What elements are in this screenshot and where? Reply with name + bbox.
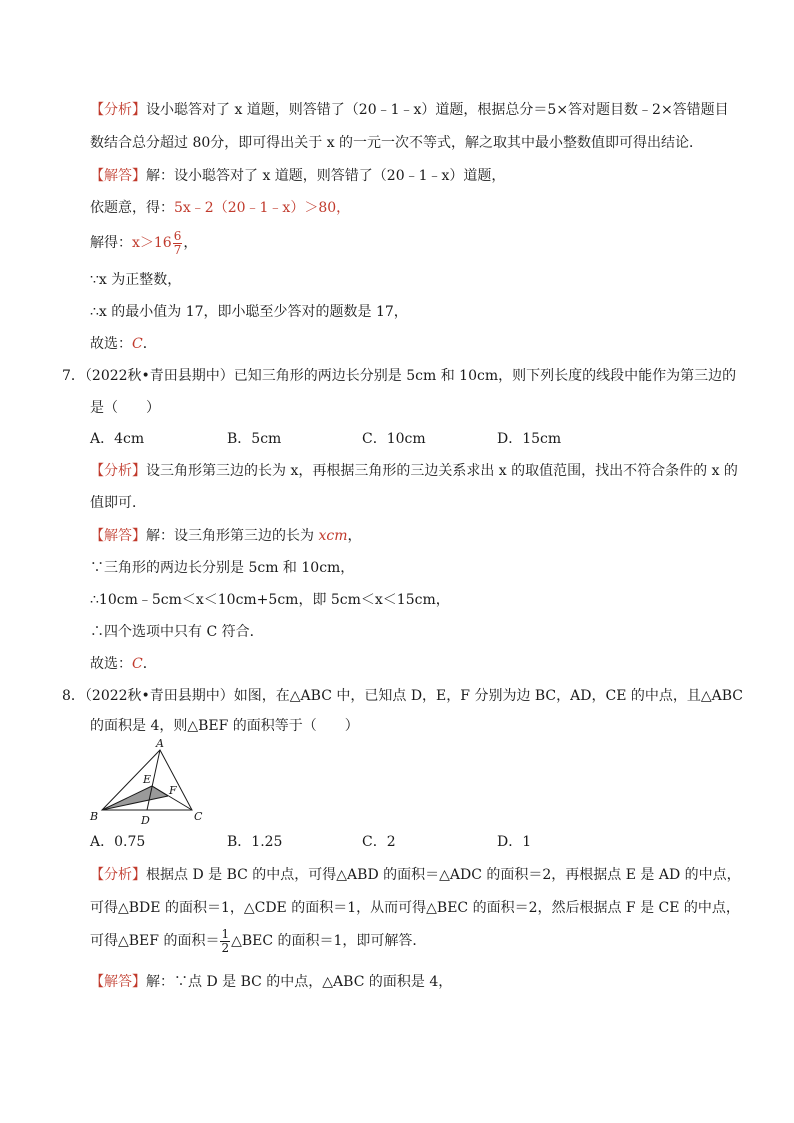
q8-options	[90, 832, 734, 852]
label-a: A	[156, 738, 164, 750]
label-f: F	[169, 784, 177, 797]
q7-answer-line-5: 故选：C．	[90, 656, 157, 672]
q8-answer-line-1: 【解答】解：∵点 D 是 BC 的中点，△ABC 的面积是 4，	[90, 974, 453, 990]
q7-option-a: A．4cm	[90, 431, 145, 447]
q8-analysis-line-2: 可得△BDE 的面积＝1，△CDE 的面积＝1，从而可得△BEC 的面积＝2，然后根据点 F 是 CE 的中点，	[90, 900, 740, 916]
q7-options	[90, 429, 734, 449]
q7-option-b: B．5cm	[227, 431, 282, 447]
analysis-tag: 【分析】	[90, 102, 146, 118]
q7-stem-line-1: 7．（2022秋•青田县期中）已知三角形的两边长分别是 5cm 和 10cm，则下列长度的线段中能作为第三边的	[62, 368, 737, 384]
q7-option-d: D．15cm	[497, 431, 562, 447]
q6-answer-line-4: ∵x 为正整数，	[90, 272, 182, 288]
triangle-figure	[86, 738, 216, 828]
q8-option-a: A．0.75	[90, 834, 146, 850]
q6-answer-line-5: ∴x 的最小值为 17，即小聪至少答对的题数是 17，	[90, 304, 408, 320]
q8-analysis-line-3: 可得△BEF 的面积＝ $\frac{1}{2}$ △BEC 的面积＝1，即可解答．	[90, 926, 427, 955]
fraction-six-sevenths: $\frac{6}{7}$	[173, 228, 182, 257]
q7-answer-line-1: 【解答】解：设三角形第三边的长为 xcm，	[90, 528, 362, 544]
q8-analysis-line-1: 【分析】根据点 D 是 BC 的中点，可得△ABD 的面积＝△ADC 的面积＝2，再根据点 E 是 AD 的中点，	[90, 867, 741, 883]
q7-analysis-line-2: 值即可．	[90, 495, 146, 511]
q7-answer-line-3: ∴10cm﹣5cm＜x＜10cm+5cm，即 5cm＜x＜15cm，	[90, 592, 450, 608]
q6-answer-line-3: 解得：x＞16 $\frac{6}{7}$ ，	[90, 228, 198, 257]
q6-answer-line-1: 【解答】解：设小聪答对了 x 道题，则答错了（20﹣1﹣x）道题，	[90, 168, 506, 184]
fraction-one-half: $\frac{1}{2}$	[221, 926, 230, 955]
q6-analysis-line-1: 【分析】设小聪答对了 x 道题，则答错了（20﹣1﹣x）道题，根据总分＝5×答对题目数﹣2×答错题目	[90, 102, 729, 118]
label-b: B	[90, 810, 99, 823]
q7-option-c: C．10cm	[362, 431, 426, 447]
q6-analysis-line-2: 数结合总分超过 80分，即可得出关于 x 的一元一次不等式，解之取其中最小整数值即可得出结论．	[90, 135, 704, 151]
q8-option-d: D．1	[497, 834, 532, 850]
q8-stem-line-2: 的面积是 4，则△BEF 的面积等于（ ）	[90, 718, 359, 734]
q8-option-b: B．1.25	[227, 834, 283, 850]
q6-answer-line-6: 故选：C．	[90, 336, 157, 352]
q6-answer-line-2: 依题意，得：5x﹣2（20﹣1﹣x）＞80，	[90, 200, 351, 216]
label-c: C	[194, 810, 203, 823]
q8-stem-line-1: 8．（2022秋•青田县期中）如图，在△ABC 中，已知点 D，E，F 分别为边 BC，AD，CE 的中点，且△ABC	[62, 688, 744, 704]
label-d: D	[141, 814, 150, 827]
answer-tag: 【解答】	[90, 168, 146, 184]
q8-option-c: C．2	[362, 834, 396, 850]
q7-stem-line-2: 是（ ）	[90, 400, 160, 416]
q7-answer-line-2: ∵三角形的两边长分别是 5cm 和 10cm，	[90, 560, 355, 576]
q7-analysis-line-1: 【分析】设三角形第三边的长为 x，再根据三角形的三边关系求出 x 的取值范围，找出不符合条件的 x 的	[90, 463, 738, 479]
q7-answer-line-4: ∴四个选项中只有 C 符合．	[90, 624, 264, 640]
label-e: E	[143, 773, 152, 786]
